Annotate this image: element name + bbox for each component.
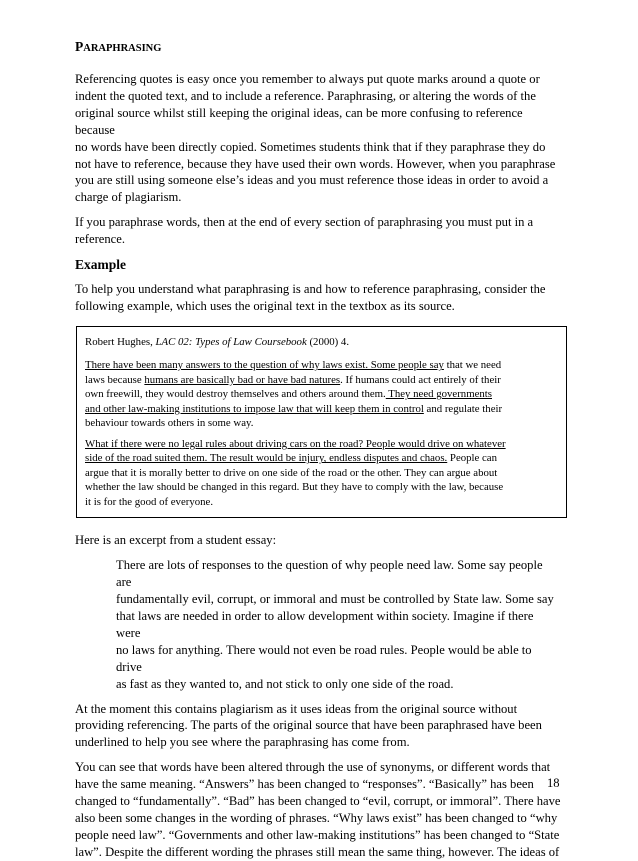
text-line: underlined to help you see where the paraphrasing has come from. — [75, 735, 410, 750]
source-paragraph-2 — [85, 437, 555, 510]
citation-title: LAC 02: Types of Law Coursebook — [155, 335, 307, 348]
source-textbox — [76, 326, 567, 519]
citation-year: (2000) 4. — [306, 335, 350, 348]
heading-initial: P — [75, 39, 84, 54]
text-line: you are still using someone else’s ideas and you must reference those ideas in order to avoid a — [75, 173, 549, 188]
source-text: and regulate their — [423, 402, 503, 415]
source-text: laws because — [85, 373, 145, 386]
paragraph-plagiarism-note — [75, 701, 565, 752]
excerpt-line: as fast as they wanted to, and not stick to only one side of the road. — [116, 676, 454, 691]
text-line: following example, which uses the original text in the textbox as its source. — [75, 298, 455, 313]
text-line: reference. — [75, 232, 125, 247]
source-citation — [85, 335, 555, 350]
text-line: indent the quoted text, and to include a reference. Paraphrasing, or altering the words of the — [75, 88, 536, 103]
text-line: people need law”. “Governments and other law-making institutions” has been changed to “State — [75, 827, 560, 842]
page-number: 18 — [547, 776, 560, 790]
text-line: have the same meaning. “Answers” has been changed to “responses”. “Basically” has been — [75, 777, 534, 792]
example-heading: Example — [75, 257, 127, 273]
source-line — [85, 416, 555, 431]
paragraph-intro — [75, 71, 565, 206]
excerpt-line: fundamentally evil, corrupt, or immoral and must be controlled by State law. Some say — [116, 592, 554, 607]
excerpt-line: that laws are needed in order to allow development within society. Imagine if there were — [116, 609, 534, 640]
document-page — [75, 38, 565, 861]
underlined-phrase: humans are basically bad or have bad natures — [144, 373, 341, 386]
source-text: it is for the good of everyone. — [85, 495, 214, 508]
underlined-phrase: There have been many answers to the question of why laws exist. Some people say — [85, 359, 444, 372]
excerpt-intro: Here is an excerpt from a student essay: — [75, 533, 277, 548]
source-line — [85, 373, 555, 388]
source-text: behaviour towards others in some way. — [85, 417, 254, 430]
source-text: . If humans could act entirely of their — [340, 373, 501, 386]
text-line: To help you understand what paraphrasing is and how to reference paraphrasing, consider the — [75, 282, 546, 297]
section-heading — [75, 38, 565, 57]
source-text: whether the law should be changed in this regard. But they have to comply with the law, because — [85, 481, 504, 494]
source-text: own freewill, they would destroy themselves and others around them. — [85, 388, 386, 401]
text-line: If you paraphrase words, then at the end of every section of paraphrasing you must put in a — [75, 215, 534, 230]
source-line — [85, 495, 555, 510]
paragraph-synonyms — [75, 759, 565, 860]
source-line — [85, 387, 555, 402]
source-paragraph-1 — [85, 358, 555, 431]
text-line: At the moment this contains plagiarism as it uses ideas from the original source without — [75, 701, 518, 716]
citation-author: Robert Hughes, — [85, 335, 156, 348]
source-line — [85, 480, 555, 495]
text-line: Referencing quotes is easy once you remember to always put quote marks around a quote or — [75, 72, 540, 86]
text-line: also been some changes in the wording of phrases. “Why laws exist” has been changed to “why — [75, 810, 558, 825]
student-excerpt — [75, 557, 558, 692]
underlined-phrase: They need governments — [385, 388, 492, 401]
source-text: that we need — [443, 359, 502, 372]
text-line: original source whilst still keeping the original ideas, can be more confusing to reference because — [75, 105, 523, 137]
source-text: People can — [447, 452, 498, 465]
source-line — [85, 437, 555, 452]
excerpt-line: There are lots of responses to the question of why people need law. Some say people are — [116, 558, 543, 590]
excerpt-line: no laws for anything. There would not even be road rules. People would be able to drive — [116, 642, 532, 674]
text-line: charge of plagiarism. — [75, 190, 182, 205]
heading-smallcaps: ARAPHRASING — [83, 43, 162, 54]
text-line: law”. Despite the different wording the phrases still mean the same thing, however. The ideas of — [75, 844, 560, 859]
text-line: You can see that words have been altered through the use of synonyms, or different words that — [75, 760, 551, 775]
source-text: argue that it is morally better to drive on one side of the road or the other. They can argue about — [85, 466, 498, 479]
source-line — [85, 358, 555, 373]
text-line: not have to reference, because they have used their own words. However, when you paraphrase — [75, 156, 556, 171]
source-line — [85, 451, 555, 466]
paragraph-reference-rule — [75, 214, 565, 248]
underlined-phrase: side of the road suited them. The result would be injury, endless disputes and chaos. — [85, 452, 448, 465]
paragraph-example-intro — [75, 281, 565, 315]
source-line — [85, 402, 555, 417]
text-line: changed to “fundamentally”. “Bad” has been changed to “evil, corrupt, or immoral”. There have — [75, 794, 561, 809]
source-line — [85, 466, 555, 481]
underlined-phrase: and other law-making institutions to impose law that will keep them in control — [85, 402, 424, 415]
text-line: providing referencing. The parts of the original source that have been paraphrased have been — [75, 718, 542, 733]
underlined-phrase: What if there were no legal rules about driving cars on the road? People would drive on whatever — [85, 437, 506, 450]
text-line: no words have been directly copied. Sometimes students think that if they paraphrase they do — [75, 139, 546, 154]
